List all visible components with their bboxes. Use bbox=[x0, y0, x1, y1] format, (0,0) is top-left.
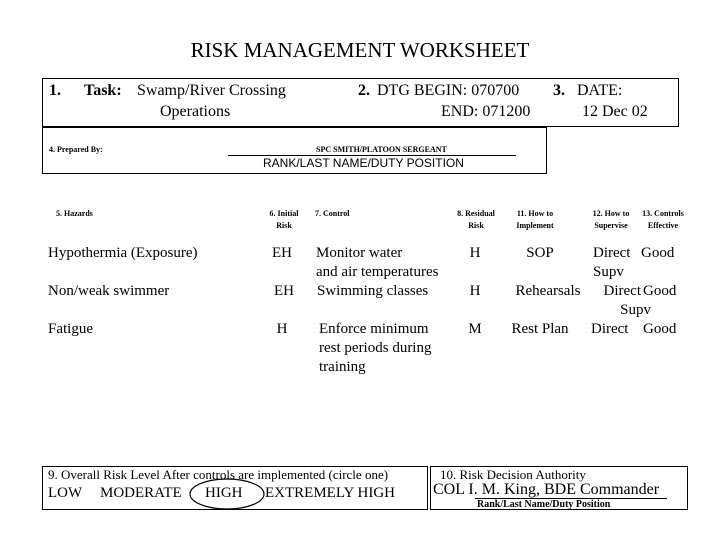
dtg-end: END: 071200 bbox=[441, 103, 531, 120]
prepared-label: 4. Prepared By: bbox=[49, 145, 103, 154]
row3-effective: Good bbox=[643, 321, 677, 337]
row2-initial-risk: EH bbox=[274, 283, 294, 299]
row2-control: Swimming classes bbox=[317, 283, 429, 299]
authority-caption: Rank/Last Name/Duty Position bbox=[477, 499, 611, 510]
date-value: 12 Dec 02 bbox=[582, 103, 648, 120]
prepared-caption: RANK/LAST NAME/DUTY POSITION bbox=[263, 156, 464, 170]
row2-hazard: Non/weak swimmer bbox=[48, 283, 170, 299]
date-label: DATE: bbox=[577, 82, 623, 99]
row3-supervise: Direct bbox=[591, 321, 629, 337]
col-how-to-supervise: 12. How to Supervise bbox=[592, 209, 630, 230]
row2-supervise: Direct Supv bbox=[603, 283, 651, 318]
col-controls-effective: 13. Controls Effective bbox=[642, 209, 684, 230]
prepared-value: SPC SMITH/PLATOON SERGEANT bbox=[316, 145, 447, 154]
row1-initial-risk: EH bbox=[272, 245, 292, 261]
row3-implement: Rest Plan bbox=[511, 321, 569, 337]
risk-option-extremely-high[interactable]: EXTREMELY HIGH bbox=[265, 485, 396, 501]
row1-supervise: Direct Supv bbox=[593, 245, 631, 280]
row3-control: Enforce minimum rest periods during training bbox=[319, 321, 432, 375]
row1-residual-risk: H bbox=[469, 245, 481, 261]
item2-number: 2. bbox=[358, 82, 370, 99]
authority-value: COL I. M. King, BDE Commander bbox=[433, 481, 660, 498]
selected-risk-circle bbox=[187, 477, 267, 512]
row3-initial-risk: H bbox=[276, 321, 288, 337]
item1-number: 1. bbox=[49, 82, 61, 99]
page-title: RISK MANAGEMENT WORKSHEET bbox=[190, 38, 530, 62]
row3-residual-risk: M bbox=[468, 321, 482, 337]
col-hazards: 5. Hazards bbox=[56, 209, 93, 218]
col-residual-risk: 8. Residual Risk bbox=[457, 209, 495, 230]
col-how-to-implement: 11. How to Implement bbox=[516, 209, 554, 230]
row2-implement: Rehearsals bbox=[515, 283, 581, 299]
col-initial-risk: 6. Initial Risk bbox=[269, 209, 299, 230]
dtg-begin: DTG BEGIN: 070700 bbox=[377, 82, 520, 99]
row3-hazard: Fatigue bbox=[48, 321, 93, 337]
task-label: Task: bbox=[84, 82, 122, 99]
overall-risk-label: 9. Overall Risk Level After controls are implemented (circle one) bbox=[48, 467, 389, 482]
row1-control: Monitor water and air temperatures bbox=[316, 245, 439, 280]
row1-hazard: Hypothermia (Exposure) bbox=[48, 245, 198, 261]
risk-option-low[interactable]: LOW bbox=[48, 485, 83, 501]
risk-option-high[interactable]: HIGH bbox=[205, 485, 243, 501]
col-control: 7. Control bbox=[315, 209, 350, 218]
authority-label: 10. Risk Decision Authority bbox=[440, 467, 586, 482]
row1-effective: Good bbox=[641, 245, 675, 261]
row2-effective: Good bbox=[643, 283, 677, 299]
risk-option-moderate[interactable]: MODERATE bbox=[100, 485, 182, 501]
row2-residual-risk: H bbox=[469, 283, 481, 299]
task-line-1: Swamp/River Crossing bbox=[137, 82, 286, 99]
task-line-2: Operations bbox=[160, 103, 231, 120]
item3-number: 3. bbox=[553, 82, 565, 99]
row1-implement: SOP bbox=[526, 245, 554, 261]
